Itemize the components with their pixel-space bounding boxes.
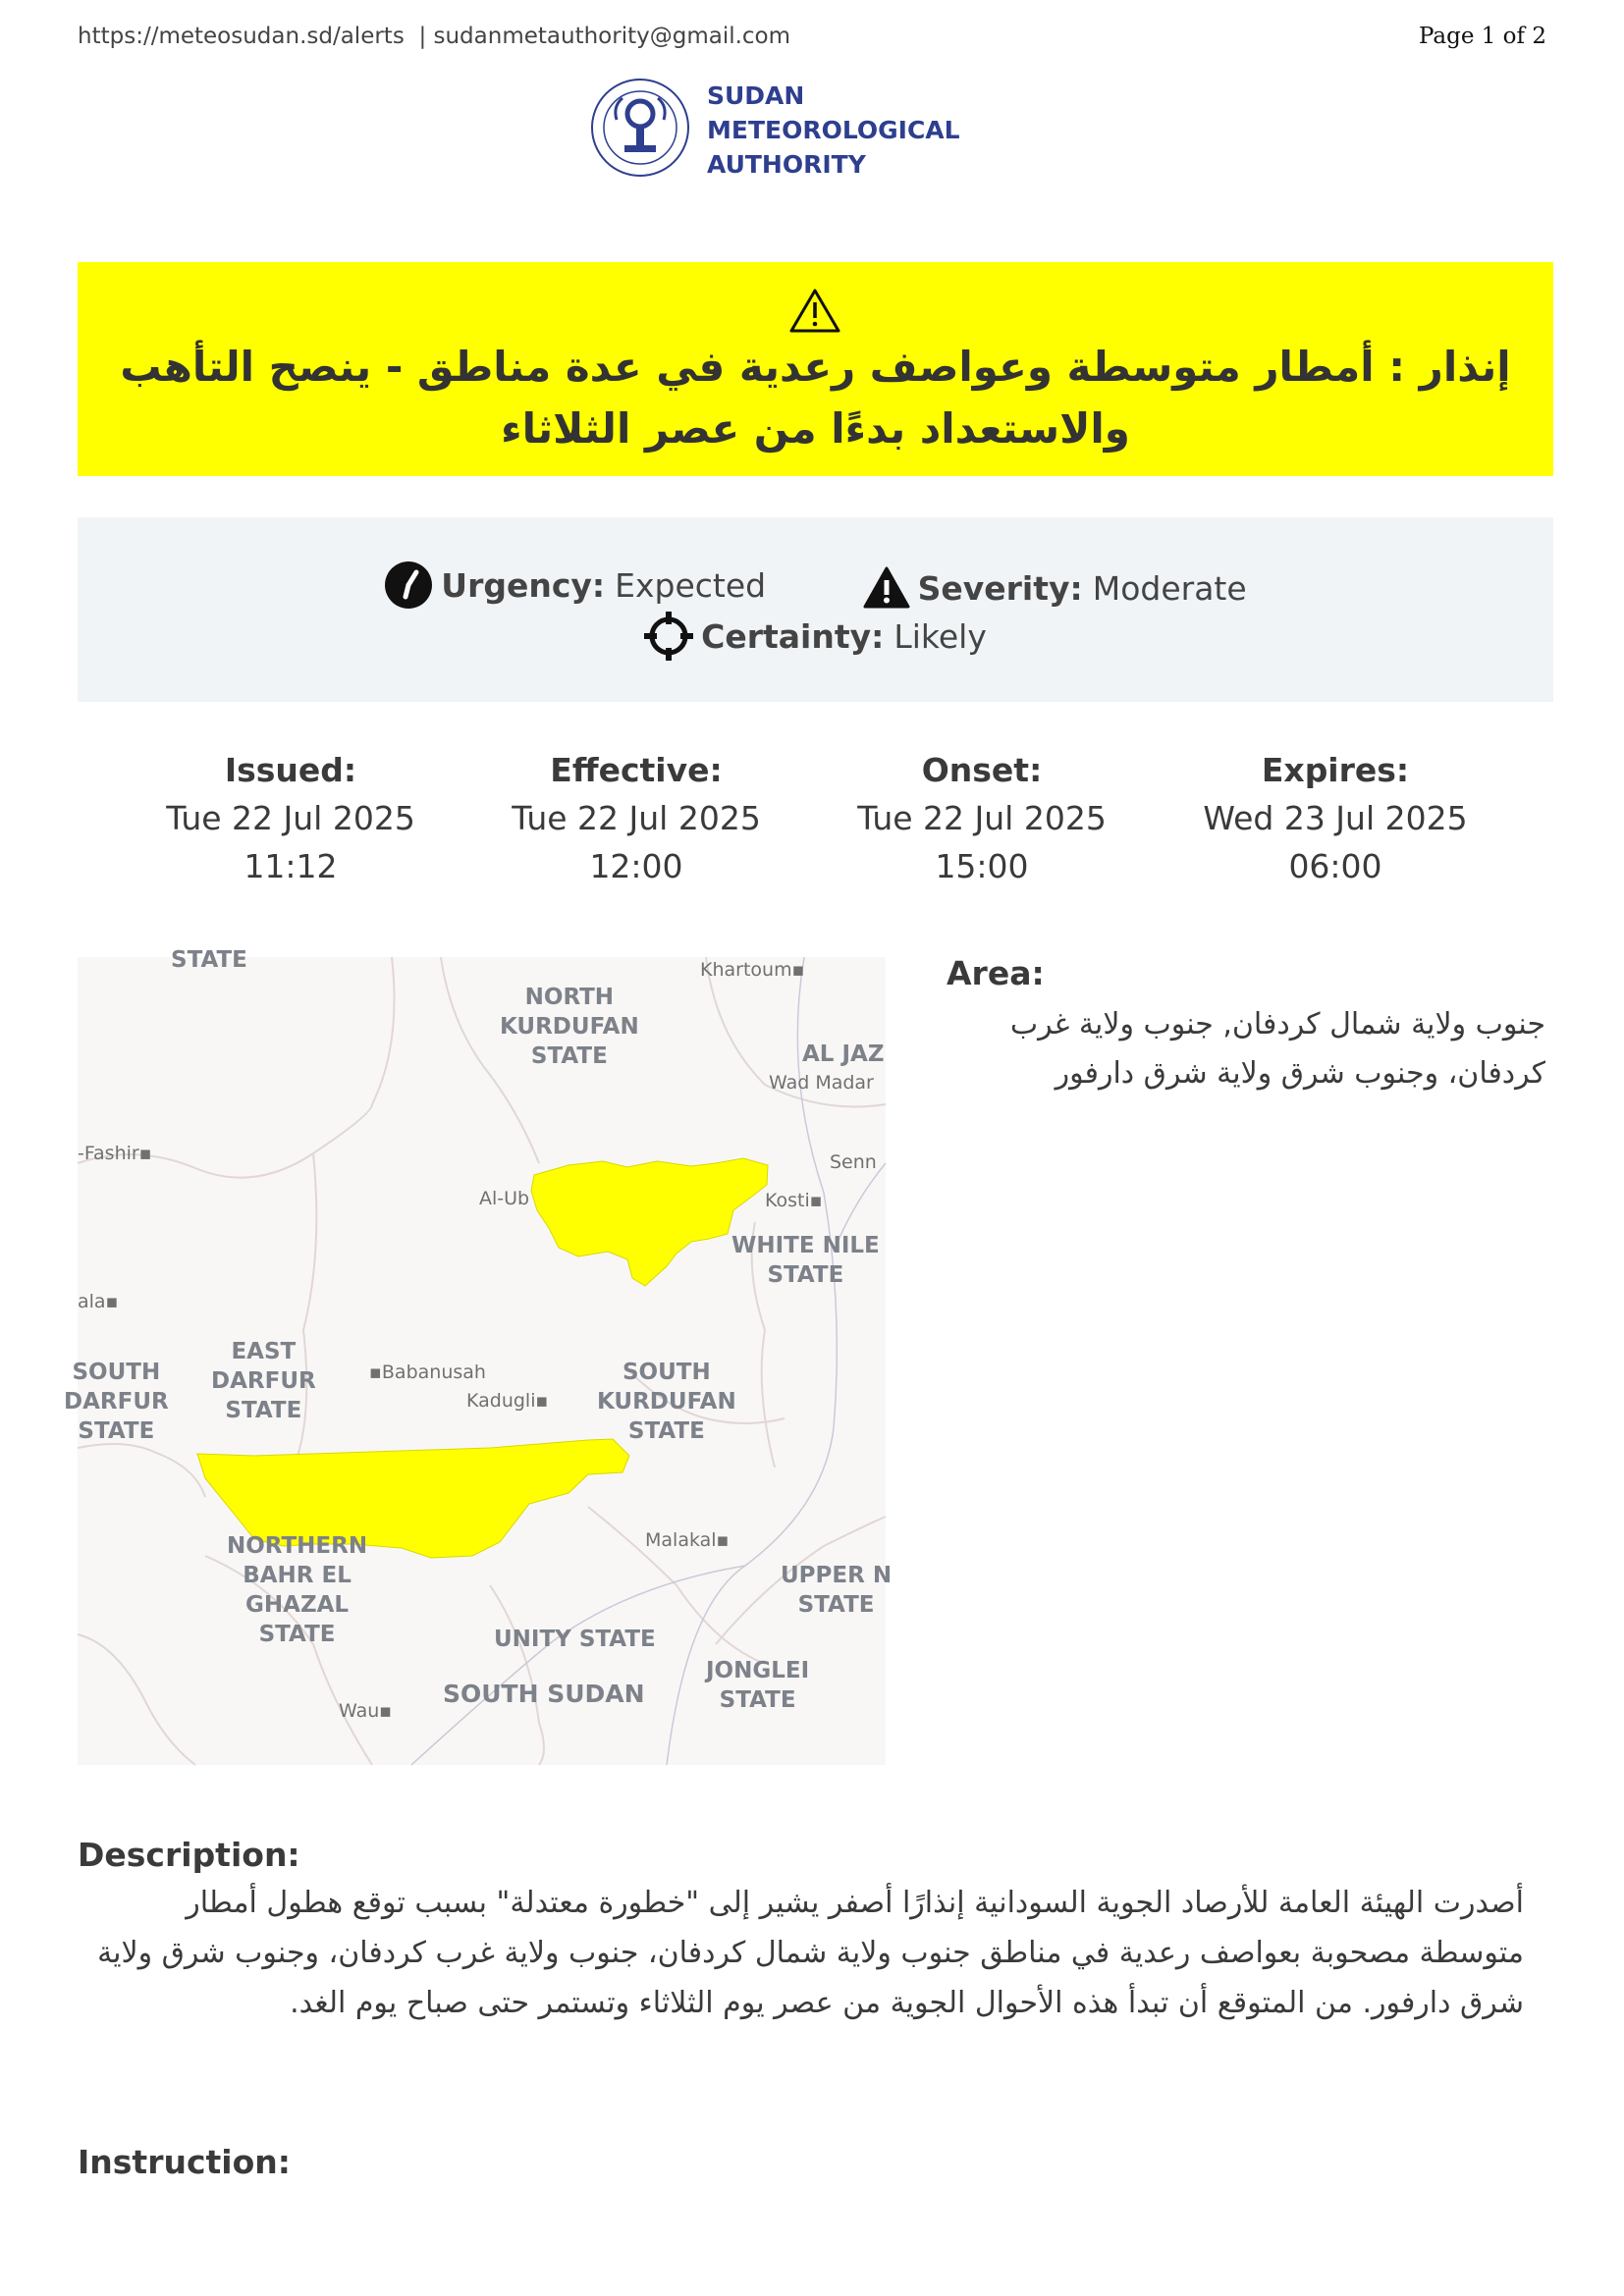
map-label-northern-bahr-el-ghazal: NORTHERN BAHR EL GHAZAL STATE — [227, 1533, 368, 1647]
certainty-item: Certainty: Likely — [644, 612, 987, 661]
severity-warning-icon — [863, 566, 910, 610]
authority-seal-icon — [589, 77, 691, 179]
page-header — [78, 24, 1546, 53]
map-label-south-kurdufan: SOUTH KURDUFAN STATE — [597, 1360, 736, 1444]
map-city-wau: Wau▪ — [339, 1700, 393, 1722]
issued-column: Issued: Tue 22 Jul 2025 11:12 — [166, 751, 415, 885]
map-city-nyala: ala▪ — [78, 1291, 119, 1312]
header-email[interactable]: | sudanmetauthority@gmail.com — [418, 24, 791, 49]
alert-times — [78, 746, 1553, 893]
map-city-wad-madani: Wad Madar — [769, 1072, 874, 1094]
severity-item: Severity: Moderate — [863, 566, 1247, 610]
authority-name: SUDAN METEOROLOGICAL AUTHORITY — [707, 81, 960, 179]
map-city-kosti: Kosti▪ — [765, 1190, 823, 1211]
map-city-khartoum: Khartoum▪ — [700, 959, 805, 981]
warning-triangle-icon — [78, 287, 1553, 336]
clock-urgency-icon — [384, 561, 433, 610]
instruction-label: Instruction: — [78, 2143, 291, 2181]
alert-headline-box — [78, 262, 1553, 476]
urgency-item: Urgency: Expected — [384, 561, 766, 610]
map-city-kadugli: Kadugli▪ — [466, 1390, 549, 1412]
description-label: Description: — [78, 1836, 300, 1874]
certainty-value: Likely — [893, 616, 987, 656]
map-city-sennar: Senn — [830, 1151, 877, 1173]
expires-column: Expires: Wed 23 Jul 2025 06:00 — [1203, 751, 1468, 885]
map-city-al-ubayyid: Al-Ub — [479, 1188, 530, 1209]
alert-meta-box — [78, 517, 1553, 702]
map-label-east-darfur: EAST DARFUR STATE — [211, 1339, 316, 1423]
description-section — [78, 1836, 1553, 2028]
alert-headline: إنذار : أمطار متوسطة وعواصف رعدية في عدة مناطق - ينصح التأهب والاستعداد بدءًا من عصر الثلاثاء — [120, 343, 1511, 453]
authority-logo — [589, 77, 960, 185]
map-label-al-jaz: AL JAZ — [802, 1041, 885, 1067]
map-label-state: STATE — [171, 947, 247, 973]
map-city-malakal: Malakal▪ — [645, 1529, 730, 1551]
map-city-fashir: -Fashir▪ — [78, 1143, 152, 1164]
map-label-south-sudan: SOUTH SUDAN — [443, 1680, 645, 1708]
severity-value: Moderate — [1092, 568, 1247, 608]
header-contact — [78, 24, 790, 49]
page-number: Page 1 of 2 — [1418, 24, 1546, 49]
urgency-value: Expected — [615, 565, 767, 605]
map-label-white-nile: WHITE NILE STATE — [731, 1233, 880, 1288]
effective-column: Effective: Tue 22 Jul 2025 12:00 — [512, 751, 761, 885]
map-label-jonglei: JONGLEI STATE — [706, 1658, 810, 1713]
map-label-upper-nile: UPPER N STATE — [781, 1563, 893, 1618]
map-label-south-darfur: SOUTH DARFUR STATE — [64, 1360, 169, 1444]
alert-area-map[interactable] — [64, 947, 893, 1765]
area-section — [947, 954, 1555, 1098]
map-city-babanusah: ▪Babanusah — [369, 1362, 486, 1383]
header-url[interactable]: https://meteosudan.sd/alerts — [78, 24, 405, 49]
area-label: Area: — [947, 954, 1045, 992]
map-label-north-kurdufan: NORTH KURDUFAN STATE — [500, 985, 639, 1069]
description-value: أصدرت الهيئة العامة للأرصاد الجوية السودانية إنذارًا أصفر يشير إلى "خطورة معتدلة" بسبب توقع هطول أمطار متوسطة مصحوبة بعواصف رعدية في مناطق جنوب ولاية شمال كردفان، جنوب ولاية غرب كردفان، وجنوب شرق ولاية شرق دارفور. من المتوقع أن تبدأ هذه الأحوال الجوية من عصر يوم الثلاثاء وتستمر حتى صباح يوم الغد. — [97, 1886, 1524, 2020]
crosshair-certainty-icon — [644, 612, 693, 661]
onset-column: Onset: Tue 22 Jul 2025 15:00 — [857, 751, 1107, 885]
map-label-unity: UNITY STATE — [494, 1627, 656, 1652]
area-value: جنوب ولاية شمال كردفان, جنوب ولاية غرب كردفان، وجنوب شرق ولاية شرق دارفور — [1009, 1007, 1545, 1091]
